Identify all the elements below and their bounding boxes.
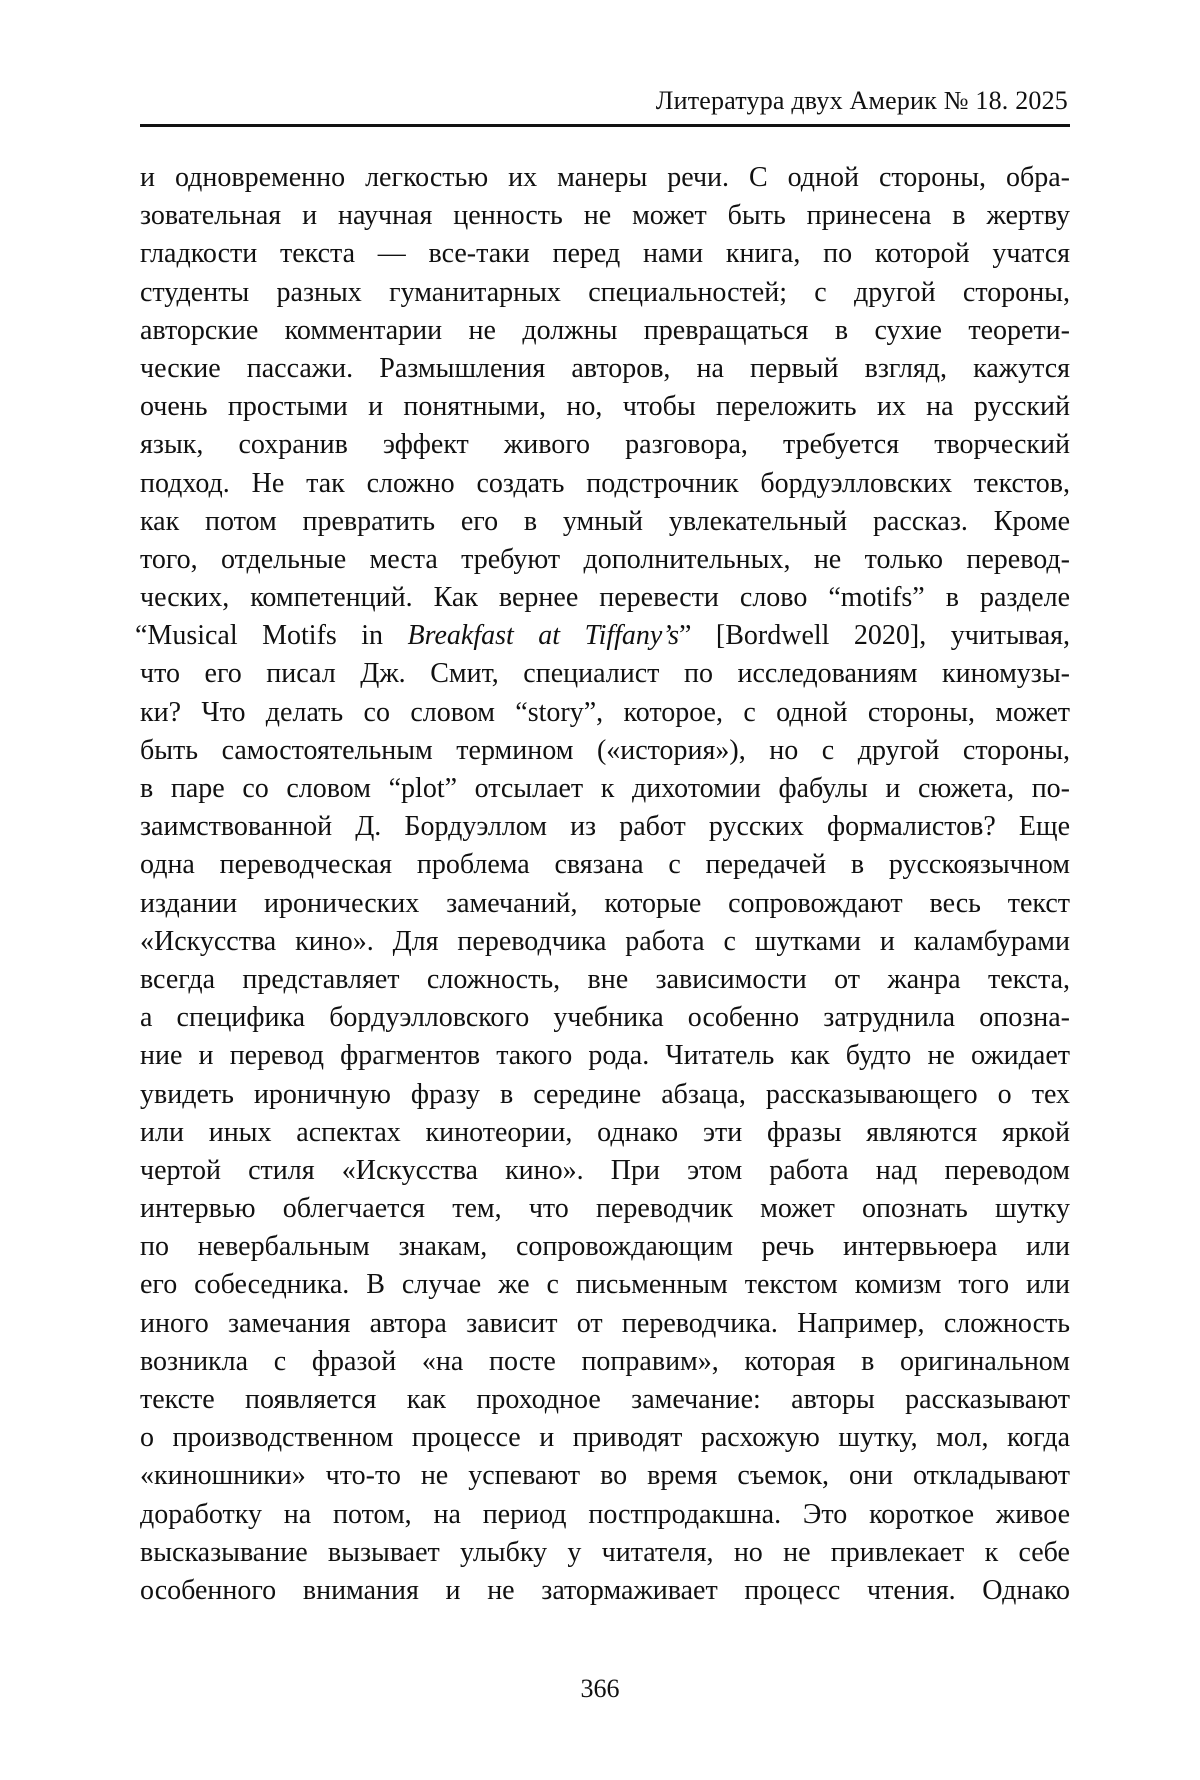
text-line: гладкости текста — все-таки перед нами книга, по которой учатся — [140, 238, 1070, 270]
running-head: Литература двух Америк № 18. 2025 — [655, 86, 1068, 115]
text-line: увидеть ироничную фразу в середине абзаца, рассказывающего о тех — [140, 1078, 1070, 1110]
text-line: язык, сохранив эффект живого разговора, требуется творческий — [140, 429, 1070, 461]
text-line: а специфика бордуэлловского учебника особенно затруднила опозна- — [140, 1002, 1070, 1034]
text-line: «Искусства кино». Для переводчика работа с шутками и каламбурами — [140, 925, 1070, 957]
text-fragment: ” [Bordwell 2020], учитывая, — [678, 620, 1070, 652]
text-line: «киношники» что-то не успевают во время съемок, они откладывают — [140, 1460, 1070, 1492]
text-line: его собеседника. В случае же с письменным текстом комизм того или — [140, 1269, 1070, 1301]
text-line: высказывание вызывает улыбку у читателя, но не привлекает к себе — [140, 1536, 1070, 1568]
text-line: о производственном процессе и приводят расхожую шутку, мол, когда — [140, 1422, 1070, 1454]
text-line: зовательная и научная ценность не может быть принесена в жертву — [140, 200, 1070, 232]
text-line: ние и перевод фрагментов такого рода. Читатель как будто не ожидает — [140, 1040, 1070, 1072]
text-line: что его писал Дж. Смит, специалист по исследованиям киномузы- — [140, 658, 1070, 690]
text-line: в паре со словом “plot” отсылает к дихотомии фабулы и сюжета, по- — [140, 773, 1070, 804]
text-line: подход. Не так сложно создать подстрочник бордуэлловских текстов, — [140, 467, 1070, 499]
text-line: и одновременно легкостью их манеры речи. С одной стороны, обра- — [140, 162, 1070, 193]
text-line: того, отдельные места требуют дополнительных, не только перевод- — [140, 543, 1070, 575]
body-text — [135, 159, 1070, 1610]
text-line: тексте появляется как проходное замечание: авторы рассказывают — [140, 1384, 1070, 1415]
text-line: студенты разных гуманитарных специальностей; с другой стороны, — [140, 276, 1070, 308]
text-line: издании иронических замечаний, которые сопровождают весь текст — [140, 887, 1070, 919]
text-line: ческих, компетенций. Как вернее перевести слово “motifs” в разделе — [140, 582, 1070, 614]
text-line: заимствованной Д. Бордуэллом из работ русских формалистов? Еще — [140, 811, 1070, 843]
page-number: 366 — [580, 1674, 620, 1703]
text-line: как потом превратить его в умный увлекательный рассказ. Кроме — [140, 505, 1070, 537]
text-line: возникла с фразой «на посте поправим», которая в оригинальном — [140, 1345, 1070, 1377]
text-fragment: “Musical Motifs in — [135, 620, 408, 652]
text-line: ческие пассажи. Размышления авторов, на первый взгляд, кажутся — [140, 352, 1070, 384]
text-line: всегда представляет сложность, вне зависимости от жанра текста, — [140, 963, 1070, 995]
text-line: иного замечания автора зависит от переводчика. Например, сложность — [140, 1307, 1070, 1339]
text-line: ки? Что делать со словом “story”, которое, с одной стороны, может — [140, 696, 1070, 728]
text-line: авторские комментарии не должны превращаться в сухие теорети- — [140, 314, 1070, 346]
text-line-with-italic-title — [135, 617, 1070, 655]
text-line: быть самостоятельным термином («история»), но с другой стороны, — [140, 734, 1070, 766]
text-line: интервью облегчается тем, что переводчик может опознать шутку — [140, 1193, 1070, 1225]
text-line: чертой стиля «Искусства кино». При этом работа над переводом — [140, 1154, 1070, 1186]
italic-film-title: Breakfast at Tiffany’s — [407, 620, 679, 652]
text-line: особенного внимания и не затормаживает процесс чтения. Однако — [140, 1574, 1070, 1606]
header-rule — [140, 124, 1070, 127]
text-line: или иных аспектах кинотеории, однако эти фразы являются яркой — [140, 1116, 1070, 1148]
text-line: очень простыми и понятными, но, чтобы переложить их на русский — [140, 391, 1070, 423]
text-line: одна переводческая проблема связана с передачей в русскоязычном — [140, 849, 1070, 881]
text-line: доработку на потом, на период постпродакшна. Это короткое живое — [140, 1498, 1070, 1530]
text-line: по невербальным знакам, сопровождающим речь интервьюера или — [140, 1231, 1070, 1263]
